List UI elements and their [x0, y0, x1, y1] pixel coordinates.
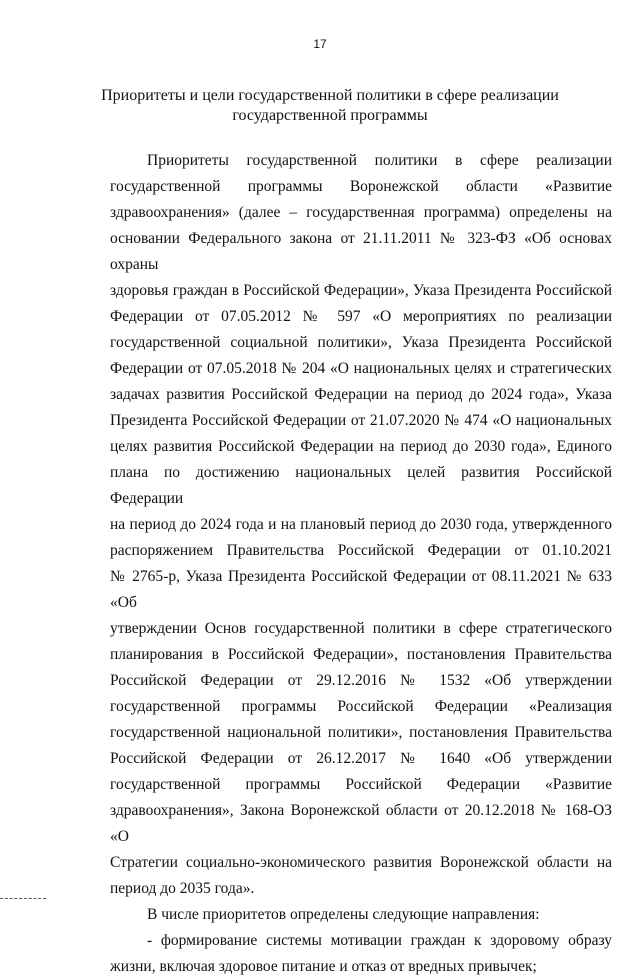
paragraph-priorities-basis [110, 148, 612, 902]
text-line: государственной программы Российской Федерации «Развитие [110, 776, 612, 793]
body-text [110, 148, 612, 980]
paragraph-directions-intro [110, 902, 612, 928]
text-line: планирования в Российской Федерации», постановления Правительства [110, 646, 612, 663]
text-line: период до 2035 года». [110, 880, 255, 897]
text-line: Российской Федерации от 29.12.2016 № 1532 «Об утверждении [110, 672, 612, 689]
text-line: Президента Российской Федерации от 21.07.2020 № 474 «О национальных [110, 412, 612, 429]
page-number: 17 [313, 37, 327, 51]
text-line: задачах развития Российской Федерации на период до 2024 года», Указа [110, 386, 612, 403]
section-title-line: государственной программы [232, 107, 428, 124]
text-line: здравоохранения», Закона Воронежской области от 20.12.2018 № 168-ОЗ «О [110, 802, 612, 845]
text-line: на период до 2024 года и на плановый период до 2030 года, утвержденного [110, 516, 612, 533]
text-line: государственной программы Российской Федерации «Реализация [110, 698, 612, 715]
text-line: жизни, включая здоровое питание и отказ от вредных привычек; [110, 958, 537, 975]
text-line: здравоохранения» (далее – государственная программа) определены на [110, 204, 612, 221]
text-line: Федерации от 07.05.2012 № 597 «О мероприятиях по реализации [110, 308, 612, 325]
text-line: В числе приоритетов определены следующие направления: [147, 906, 540, 923]
text-line: здоровья граждан в Российской Федерации», Указа Президента Российской [110, 282, 612, 299]
text-line: - формирование системы мотивации граждан к здоровому образу [147, 932, 612, 949]
text-line: государственной программы Воронежской области «Развитие [110, 178, 612, 195]
paragraph-direction-item [110, 928, 612, 980]
text-line: государственной социальной политики», Указа Президента Российской [110, 334, 612, 351]
text-line: Стратегии социально-экономического развития Воронежской области на [110, 854, 612, 871]
section-title [100, 86, 560, 126]
text-line: государственной национальной политики», постановления Правительства [110, 724, 612, 741]
text-line: целях развития Российской Федерации на период до 2030 года», Единого [110, 438, 612, 455]
text-line: утверждении Основ государственной политики в сфере стратегического [110, 620, 612, 637]
text-line: Федерации от 07.05.2018 № 204 «О национальных целях и стратегических [110, 360, 612, 377]
text-line: распоряжением Правительства Российской Федерации от 01.10.2021 [110, 542, 612, 559]
text-line: Приоритеты государственной политики в сфере реализации [147, 152, 612, 169]
section-title-line: Приоритеты и цели государственной политики в сфере реализации [101, 87, 559, 104]
text-line: Российской Федерации от 26.12.2017 № 1640 «Об утверждении [110, 750, 612, 767]
text-line: плана по достижению национальных целей развития Российской Федерации [110, 464, 612, 507]
text-line: основании Федерального закона от 21.11.2011 № 323-ФЗ «Об основах охраны [110, 230, 612, 273]
text-line: № 2765-р, Указа Президента Российской Федерации от 08.11.2021 № 633 «Об [110, 568, 612, 611]
footer-rule [0, 898, 46, 899]
